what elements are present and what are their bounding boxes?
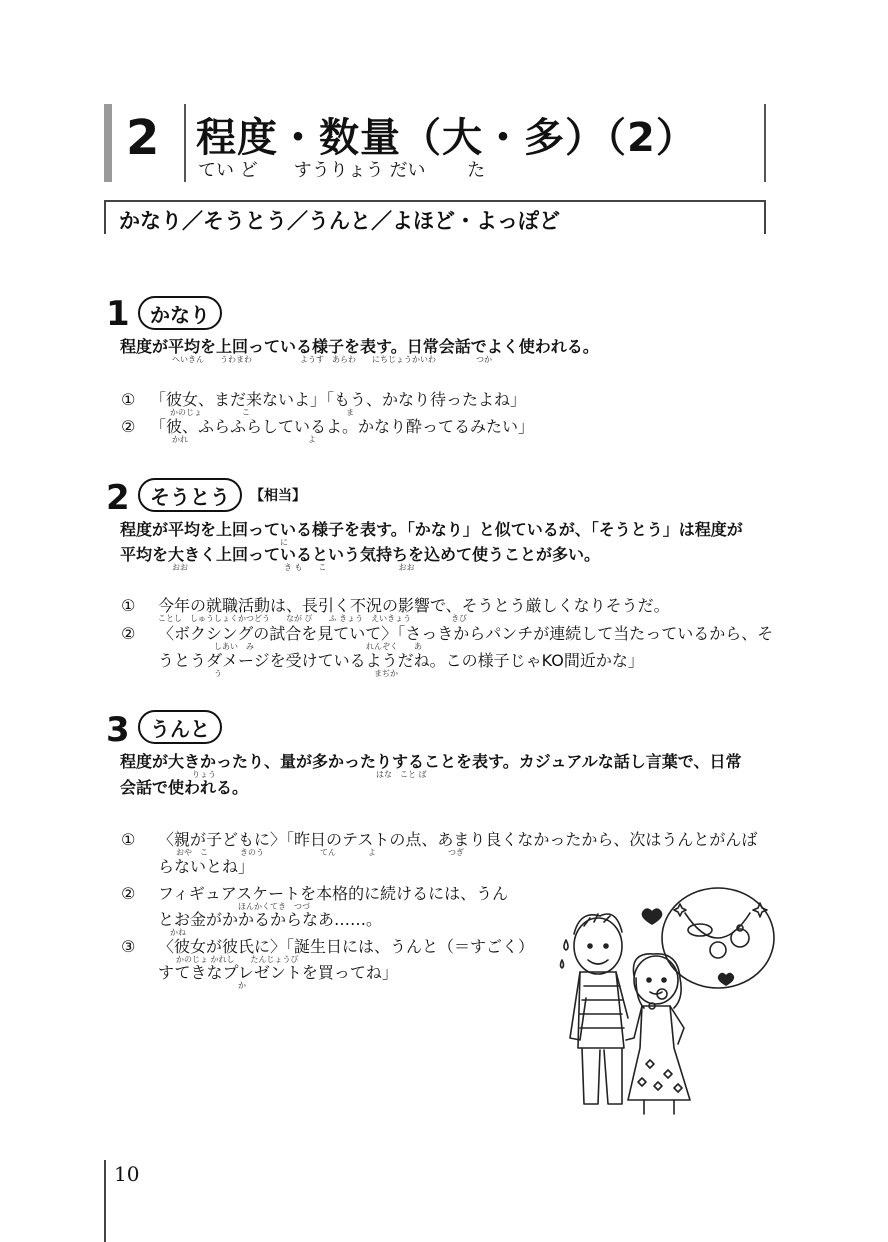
- section-3-example-2-line-1: フィギュアスケートを本格的に続けるには、うん: [158, 884, 509, 903]
- section-3-example-2-number: ②: [121, 884, 136, 903]
- section-1-word: かなり: [138, 296, 222, 330]
- section-2-description-line-1: 程度が平均を上回っている様子を表す。「かなり」と似ているが、「そうとう」は程度が: [120, 520, 743, 539]
- section-3-example-3-line-1: 〈彼女が彼氏に〉「誕生日には、うんと（＝すごく）: [158, 937, 535, 956]
- chapter-right-rule: [764, 104, 766, 182]
- section-1-example-2: 「彼、ふらふらしているよ。かなり酔ってるみたい」: [150, 417, 535, 436]
- section-1-description: 程度が平均を上回っている様子を表す。日常会話でよく使われる。: [120, 337, 599, 356]
- section-3-example-2-ruby-2: かね: [162, 928, 186, 937]
- section-3-description-line-2: 会話で使われる。: [120, 778, 249, 797]
- section-3-example-3-ruby-2: か: [158, 981, 246, 990]
- subtitle-frame-top: [104, 200, 765, 202]
- section-1-example-2-ruby: かれ よ: [172, 435, 316, 444]
- section-2-example-1-number: ①: [121, 596, 136, 615]
- section-3-number: 3: [106, 710, 130, 750]
- section-3-example-1-number: ①: [121, 830, 136, 849]
- section-1-example-1-ruby: かのじょ こ ま: [170, 408, 354, 417]
- section-3-example-2-ruby-1: ほんかくてき つづ: [158, 902, 310, 911]
- section-3-example-2-line-2: とお金がかかるからなあ……。: [158, 910, 383, 929]
- section-3-example-1-ruby: おや こ きのう てん よ つぎ: [176, 848, 464, 857]
- subtitle-frame-left: [104, 200, 106, 234]
- section-2-example-1-ruby: ことし しゅうしょくかつどう なが び ふ きょう えいきょう きび: [158, 614, 468, 623]
- section-3-word: うんと: [138, 710, 222, 744]
- section-3-example-3-line-2: すてきなプレゼントを買ってね」: [158, 963, 398, 982]
- chapter-accent-bar: [104, 104, 112, 182]
- chapter-title-reading: てい ど すうりょう だい た: [198, 160, 486, 181]
- section-3-example-3-ruby-1: かのじょ かれし たんじょうび: [176, 955, 299, 964]
- section-2-number: 2: [106, 478, 130, 518]
- couple-illustration: [550, 868, 780, 1118]
- heart-icon: [642, 909, 661, 924]
- subtitle-frame-right: [764, 200, 766, 234]
- section-3-example-1-line-2: らないとね」: [158, 857, 255, 876]
- section-subtitle: かなり／そうとう／うんと／よほど・よっぽど: [119, 209, 560, 233]
- section-2-description-ruby-2: おお き も こ おお: [172, 563, 415, 572]
- section-2-description-ruby-1: に: [120, 538, 288, 547]
- section-2-example-2-line-2: うとうダメージを受けているようだね。この様子じゃKO間近かな」: [158, 651, 644, 670]
- section-2-example-2-number: ②: [121, 624, 136, 643]
- section-3-example-3-number: ③: [121, 937, 136, 956]
- section-2-example-2-ruby-1: しあい み れんぞく あ: [158, 642, 422, 651]
- section-3-description-ruby-1: りょう はな こと ば: [120, 770, 427, 779]
- section-2-example-1: 今年の就職活動は、長引く不況の影響で、そうとう厳しくなりそうだ。: [158, 596, 670, 615]
- section-1-description-ruby: へいきん うわまわ ようす あらわ にちじょうかいわ つか: [172, 355, 492, 364]
- section-1-number: 1: [106, 294, 130, 334]
- chapter-number: 2: [126, 110, 160, 166]
- section-1-example-1-number: ①: [121, 390, 136, 409]
- footer-rule: [104, 1160, 106, 1242]
- section-1-example-1: 「彼女、まだ来ないよ」「もう、かなり待ったよね」: [150, 390, 527, 409]
- section-2-example-2-ruby-2: う まぢか: [158, 669, 398, 678]
- chapter-separator: [184, 104, 186, 182]
- section-2-example-2-line-1: 〈ボクシングの試合を見ていて〉「さっきからパンチが連続して当たっているから、そ: [158, 624, 774, 643]
- section-2-word: そうとう: [138, 478, 242, 512]
- chapter-title: 程度・数量（大・多）（2）: [196, 115, 697, 161]
- section-2-description-line-2: 平均を大きく上回っているという気持ちを込めて使うことが多い。: [120, 545, 601, 564]
- page-number: 10: [114, 1162, 140, 1186]
- section-3-example-1-line-1: 〈親が子どもに〉「昨日のテストの点、あまり良くなかったから、次はうんとがんば: [158, 830, 758, 849]
- section-1-example-2-number: ②: [121, 417, 136, 436]
- section-3-description-line-1: 程度が大きかったり、量が多かったりすることを表す。カジュアルな話し言葉で、日常: [120, 752, 742, 771]
- section-2-kanji: 【相当】: [250, 488, 306, 504]
